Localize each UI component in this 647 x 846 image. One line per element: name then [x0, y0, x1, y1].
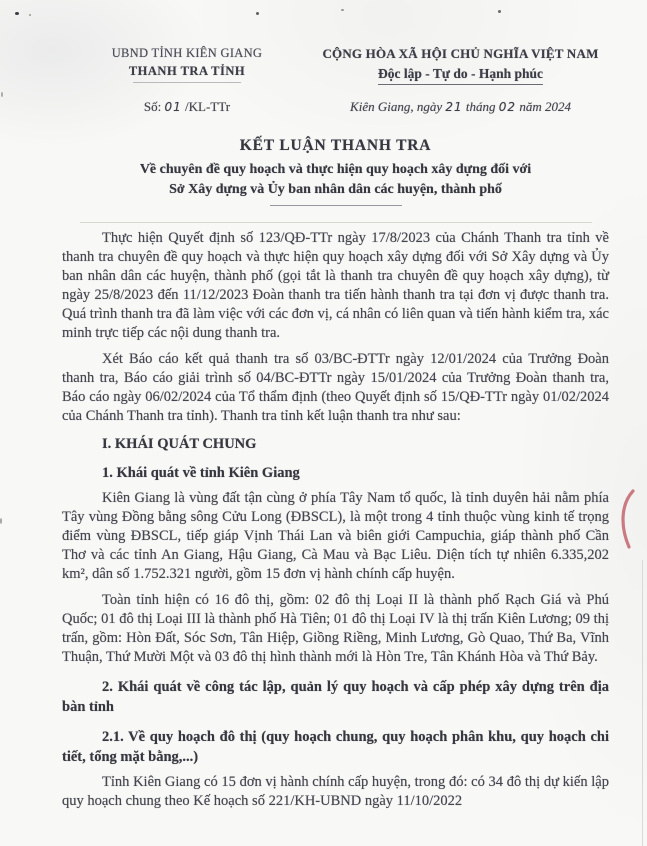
subsection-heading-planning-overview: 2. Khái quát về công tác lập, quản lý quy hoạch và cấp phép xây dựng trên địa bàn tỉnh: [62, 679, 609, 716]
document-number-label: Số:: [143, 99, 162, 114]
national-motto: Độc lập - Tự do - Hạnh phúc: [378, 66, 543, 85]
scan-speck: [15, 12, 19, 15]
dateline-month-handwritten: 02: [498, 100, 517, 114]
scan-speck: [1, 92, 3, 97]
agency-parent-name: UBND TỈNH KIÊN GIANG: [111, 46, 263, 60]
paragraph-urban-areas: Toàn tỉnh hiện có 16 đô thị, gồm: 02 đô thị Loại II là thành phố Rạch Giá và Phú Quốc; 01 đô thị Loại III là thành phố Hà Tiên; 01 đô thị Loại IV là thị trấn Kiên Lương; 09 thị trấn, gồm: Hòn Đất, Sóc Sơn, Tân Hiệp, Giồng Riềng, Minh Lương, Gò Quao, Thứ Ba, Vĩnh Thuận, Thứ Mười Một và 03 đô thị hình thành mới là Hòn Tre, Tân Khánh Hòa và Thứ Bảy.: [62, 592, 609, 666]
document-number-handwritten: 01: [164, 100, 182, 114]
document-subtitle: [62, 160, 609, 200]
paragraph-planning-plan: Tỉnh Kiên Giang có 15 đơn vị hành chính cấp huyện, trong đó: có 34 đô thị dự kiến lập quy hoạch chung theo Kế hoạch số 221/KH-UBND ngày 11/10/2022: [62, 774, 609, 810]
title-underline: [270, 205, 402, 206]
paragraph-province-geography: Kiên Giang là vùng đất tận cùng ở phía Tây Nam tổ quốc, là tỉnh duyên hải nằm phía Tây vùng Đồng bằng sông Cửu Long (ĐBSCL), là một trong 4 tỉnh thuộc vùng kinh tế trọng điểm vùng ĐBSCL, tiếp giáp Vịnh Thái Lan và biên giới Campuchia, giáp thành phố Cần Thơ và các tỉnh An Giang, Hậu Giang, Cà Mau và Bạc Liêu. Diện tích tự nhiên 6.335,202 km², dân số 1.752.321 người, gồm 15 đơn vị hành chính cấp huyện.: [62, 490, 609, 583]
scan-fold-line: [80, 222, 592, 223]
dateline-mid: tháng: [465, 99, 496, 114]
dateline-prefix: Kiên Giang, ngày: [350, 99, 443, 114]
page-edge-shadow: [642, 560, 643, 846]
scan-speck: [29, 14, 31, 16]
paragraph-report-basis: Xét Báo cáo kết quả thanh tra số 03/BC-ĐTTr ngày 12/01/2024 của Trưởng Đoàn thanh tra, Báo cáo giải trình số 04/BC-ĐTTr ngày 15/01/2024 của Trưởng Đoàn thanh tra, Báo cáo ngày 06/02/2024 của Tổ thẩm định (theo Quyết định số 15/QĐ-TTr ngày 01/02/2024 của Chánh Thanh tra tỉnh). Thanh tra tỉnh kết luận thanh tra như sau:: [62, 351, 609, 425]
subsection-heading-urban-planning: 2.1. Về quy hoạch đô thị (quy hoạch chung, quy hoạch phân khu, quy hoạch chi tiết, tổng mặt bằng,...): [62, 729, 609, 766]
document-number: [62, 99, 312, 115]
document-number-suffix: /KL-TTr: [185, 99, 231, 114]
issuing-agency-block: [62, 46, 312, 115]
republic-title: CỘNG HÒA XÃ HỘI CHỦ NGHĨA VIỆT NAM: [322, 46, 599, 61]
national-header-block: [312, 46, 609, 115]
scan-speck: [341, 9, 344, 11]
agency-underline: [133, 82, 241, 83]
document-header: [62, 46, 609, 115]
scan-speck: [256, 12, 259, 15]
document-body: [62, 229, 609, 811]
scan-speck: [0, 518, 2, 524]
red-pen-mark: [613, 488, 639, 550]
document-title: KẾT LUẬN THANH TRA: [239, 137, 432, 154]
dateline-suffix: năm 2024: [519, 99, 571, 114]
scan-speck: [498, 10, 501, 13]
section-heading-overview: I. KHÁI QUÁT CHUNG: [102, 436, 257, 453]
paragraph-decision-basis: Thực hiện Quyết định số 123/QĐ-TTr ngày 17/8/2023 của Chánh Thanh tra tỉnh về thanh tra chuyên đề quy hoạch và thực hiện quy hoạch xây dựng đối với Sở Xây dựng và Ủy ban nhân dân các huyện, thành phố (gọi tắt là thanh tra chuyên đề quy hoạch xây dựng), từ ngày 25/8/2023 đến 11/12/2023 Đoàn thanh tra tiến hành thanh tra tại đơn vị được thanh tra. Quá trình thanh tra đã làm việc với các đơn vị, cá nhân có liên quan và tiến hành kiểm tra, xác minh trực tiếp các nội dung thanh tra.: [62, 230, 609, 342]
place-dateline: [312, 99, 609, 115]
document-subtitle-line1: Về chuyên đề quy hoạch và thực hiện quy hoạch xây dựng đối với: [139, 162, 532, 177]
document-subtitle-line2: Sở Xây dựng và Ủy ban nhân dân các huyện, thành phố: [169, 182, 502, 197]
dateline-day-handwritten: 21: [445, 100, 463, 114]
subsection-heading-province-overview: 1. Khái quát về tỉnh Kiên Giang: [102, 465, 300, 482]
document-title-block: [62, 137, 609, 223]
agency-name: THANH TRA TỈNH: [128, 64, 246, 78]
